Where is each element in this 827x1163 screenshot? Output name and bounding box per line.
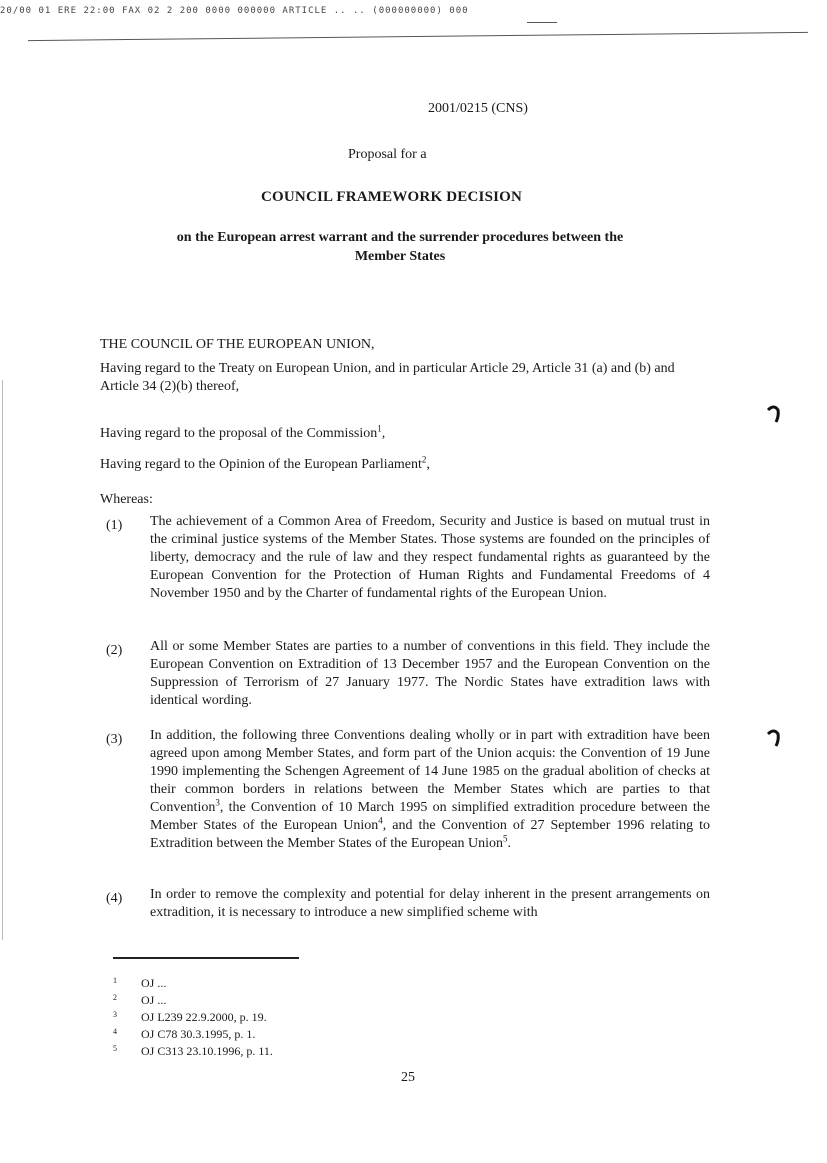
recital-text: All or some Member States are parties to a number of conventions in this field. They include the European Convention on Extradition of 13 December 1957 and the European Convention on the Suppression of Terrorism of 27 January 1977. The Nordic States have extradition laws with identical wording. (150, 639, 710, 708)
having-regard-treaty: Having regard to the Treaty on European Union, and in particular Article 29, Article 31 (a) and (b) and Article 34 (2)(b) thereof, (100, 361, 675, 394)
recital-4 (100, 886, 710, 922)
recital-text: In addition, the following three Conventions dealing wholly or in part with extradition have been agreed upon among Member States, and form part of the Union acquis: the Convention of 19 June 1990 implementing the Schengen Agreement of 14 June 1985 on the gradual abolition of checks at their common borders in relations between the Member States which are parties to that Convention$^3$, the Convention of 10 March 1995 on simplified extradition procedure between the Member States of the European Union$^4$, and the Convention of 27 September 1996 relating to Extradition between the Member States of the European Union$^5$. (150, 728, 711, 851)
scan-edge (2, 380, 3, 940)
page-number: 25 (401, 1070, 415, 1085)
punch-hole-mark (766, 404, 780, 424)
recital-number: (2) (106, 643, 123, 658)
footnote-ref: 2 (421, 454, 427, 465)
footnote (113, 1026, 273, 1043)
council-heading: THE COUNCIL OF THE EUROPEAN UNION, (100, 337, 375, 352)
footnote-ref: 5 (503, 833, 508, 844)
document-subtitle: on the European arrest warrant and the surrender procedures between the Member States (176, 230, 624, 264)
footnote-ref: 1 (377, 423, 382, 434)
footnote (113, 1043, 273, 1060)
footnote-text: OJ ... (141, 993, 167, 1007)
footnote (113, 992, 273, 1009)
whereas-label: Whereas: (100, 492, 153, 507)
proposal-label: Proposal for a (348, 147, 427, 162)
recital-1 (100, 513, 710, 603)
footnotes (113, 975, 273, 1060)
footnote-number: 4 (113, 1027, 117, 1036)
footnote-text: OJ C78 30.3.1995, p. 1. (141, 1027, 256, 1041)
footnote-number: 5 (113, 1044, 117, 1053)
footnote-ref: 3 (215, 797, 220, 808)
recital-text: In order to remove the complexity and potential for delay inherent in the present arrangements on extradition, it is necessary to introduce a new simplified scheme with (150, 887, 710, 920)
having-regard-proposal: Having regard to the proposal of the Commission$^1$, (100, 423, 386, 441)
recital-number: (4) (106, 891, 123, 906)
footnote-number: 2 (113, 993, 117, 1002)
fax-header-rule (28, 32, 808, 41)
document-reference: 2001/0215 (CNS) (428, 101, 528, 116)
footnote-number: 3 (113, 1010, 117, 1019)
recital-3 (100, 727, 710, 853)
punch-hole-mark (766, 728, 780, 748)
recital-text: The achievement of a Common Area of Freedom, Security and Justice is based on mutual trust in the criminal justice systems of the Member States. Those systems are founded on the principles of liberty, democracy and the rule of law and they respect fundamental rights as guaranteed by the European Convention for the Protection of Human Rights and Fundamental Freedoms of 4 November 1950 and by the Charter of fundamental rights of the European Union. (150, 514, 710, 601)
document-title: COUNCIL FRAMEWORK DECISION (261, 189, 523, 205)
footnote-text: OJ ... (141, 976, 167, 990)
footnote-ref: 4 (378, 815, 383, 826)
footnote-text: OJ C313 23.10.1996, p. 11. (141, 1044, 273, 1058)
fax-header-strip: 20/00 01 ERE 22:00 FAX 02 2 200 0000 000000 ARTICLE .. .. (000000000) 000 (0, 6, 469, 16)
recital-2 (100, 638, 710, 710)
fax-header-rule-short (527, 22, 557, 23)
having-regard-opinion: Having regard to the Opinion of the European Parliament$^2$, (100, 454, 430, 472)
footnote (113, 975, 273, 992)
recital-number: (3) (106, 732, 123, 747)
footnote-number: 1 (113, 976, 117, 985)
recital-number: (1) (106, 518, 123, 533)
footnote (113, 1009, 273, 1026)
footnote-separator (113, 957, 299, 959)
footnote-text: OJ L239 22.9.2000, p. 19. (141, 1010, 267, 1024)
